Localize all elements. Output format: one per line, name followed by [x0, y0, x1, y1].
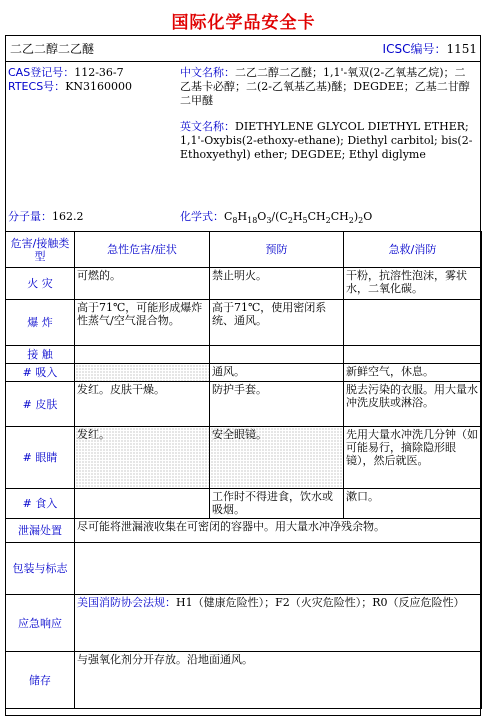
row-symptoms: 高于71℃，可能形成爆炸性蒸气/空气混合物。: [75, 300, 210, 346]
storage-label: 储存: [6, 652, 75, 709]
rtecs-line: [8, 80, 173, 94]
table-row: [6, 268, 482, 300]
row-type-skin: # 皮肤: [6, 382, 75, 427]
emergency-value: [75, 595, 482, 652]
icsc-value: 1151: [446, 42, 477, 56]
row-aid: 新鲜空气，休息。: [344, 364, 482, 382]
row-aid: [344, 300, 482, 346]
emergency-text: H1（健康危险性）；F2（火灾危险性）；R0（反应危险性）: [176, 596, 465, 609]
table-row-storage: [6, 652, 482, 709]
row-symptoms: [75, 364, 210, 382]
table-row-emergency: [6, 595, 482, 652]
storage-value: 与强氧化剂分开存放。沿地面通风。: [75, 652, 482, 709]
cas-line: [8, 66, 173, 80]
row-aid: 漱口。: [344, 489, 482, 519]
row-symptoms: [75, 346, 210, 364]
row-symptoms: [75, 489, 210, 519]
header-symptoms: 急性危害/症状: [75, 232, 210, 268]
molecular-weight: [8, 210, 84, 224]
table-header-row: [6, 232, 482, 268]
chemical-name: 二乙二醇二乙醚: [10, 42, 95, 56]
divider: [5, 61, 481, 62]
rtecs-label: RTECS号：: [8, 80, 66, 93]
table-row: [6, 489, 482, 519]
en-name: [180, 120, 475, 162]
ids-block: [8, 66, 173, 94]
row-prevention: [210, 346, 344, 364]
row-symptoms: 发红。皮肤干燥。: [75, 382, 210, 427]
header-type: 危害/接触类型: [6, 232, 75, 268]
formula-label: 化学式：: [180, 210, 224, 223]
leak-label: 泄漏处置: [6, 519, 75, 543]
row-aid: 干粉，抗溶性泡沫，雾状水，二氧化碳。: [344, 268, 482, 300]
header-prevention: 预防: [210, 232, 344, 268]
cas-value: 112-36-7: [74, 66, 124, 79]
cn-value: 二乙二醇二乙醚；1,1'-氧双(2-乙氧基乙烷)；二乙基卡必醇；二(2-乙氧基乙基)醚；DEGDEE；乙基二甘醇二甲醚: [180, 66, 470, 107]
table-row: [6, 427, 482, 489]
leak-value: 尽可能将泄漏液收集在可密闭的容器中。用大量水冲净残余物。: [75, 519, 482, 543]
row-aid: [344, 346, 482, 364]
row-symptoms: 可燃的。: [75, 268, 210, 300]
row-prevention: 通风。: [210, 364, 344, 382]
row-prevention: 禁止明火。: [210, 268, 344, 300]
table-row: [6, 364, 482, 382]
cn-label: 中文名称：: [180, 66, 235, 79]
header-first-aid: 急救/消防: [344, 232, 482, 268]
mw-label: 分子量：: [8, 210, 52, 223]
icsc-number: [383, 42, 477, 56]
emergency-prefix: 美国消防协会法规：: [77, 596, 176, 609]
table-row-packaging: [6, 543, 482, 595]
cn-name: [180, 66, 475, 108]
table-row: [6, 346, 482, 364]
row-aid: 先用大量水冲洗几分钟（如可能易行，摘除隐形眼镜），然后就医。: [344, 427, 482, 489]
cas-label: CAS登记号：: [8, 66, 75, 79]
row-aid: 脱去污染的衣服。用大量水冲洗皮肤或淋浴。: [344, 382, 482, 427]
packaging-label: 包装与标志: [6, 543, 75, 595]
row-symptoms: 发红。: [75, 427, 210, 489]
emergency-label: 应急响应: [6, 595, 75, 652]
row-type-inhalation: # 吸入: [6, 364, 75, 382]
hazard-table: [5, 231, 482, 709]
row-type-ingestion: # 食入: [6, 489, 75, 519]
row-type-fire: 火 灾: [6, 268, 75, 300]
card-title: 国际化学品安全卡: [171, 13, 316, 33]
chemical-formula: [180, 210, 372, 228]
icsc-label: ICSC编号：: [382, 42, 447, 56]
en-label: 英文名称：: [180, 120, 235, 133]
table-row: [6, 300, 482, 346]
row-type-explosion: 爆 炸: [6, 300, 75, 346]
row-prevention: 防护手套。: [210, 382, 344, 427]
row-type-contact: 接 触: [6, 346, 75, 364]
row-type-eyes: # 眼睛: [6, 427, 75, 489]
table-row: [6, 382, 482, 427]
rtecs-value: KN3160000: [65, 80, 133, 93]
row-prevention: 高于71℃，使用密闭系统、通风。: [210, 300, 344, 346]
table-row-leak: [6, 519, 482, 543]
row-prevention: 工作时不得进食，饮水或吸烟。: [210, 489, 344, 519]
row-prevention: 安全眼镜。: [210, 427, 344, 489]
packaging-value: [75, 543, 482, 595]
formula-value: $C_8H_{18}O_3/(C_2H_5CH_2CH_2)_2O$: [224, 210, 373, 226]
names-block: [180, 66, 475, 162]
mw-value: 162.2: [52, 210, 84, 223]
en-value: DIETHYLENE GLYCOL DIETHYL ETHER; 1,1'-Oxybis(2-ethoxy-ethane); Diethyl carbitol; bis(2-Ethoxyethyl) ether; DEGDEE; Ethyl diglyme: [180, 120, 473, 161]
